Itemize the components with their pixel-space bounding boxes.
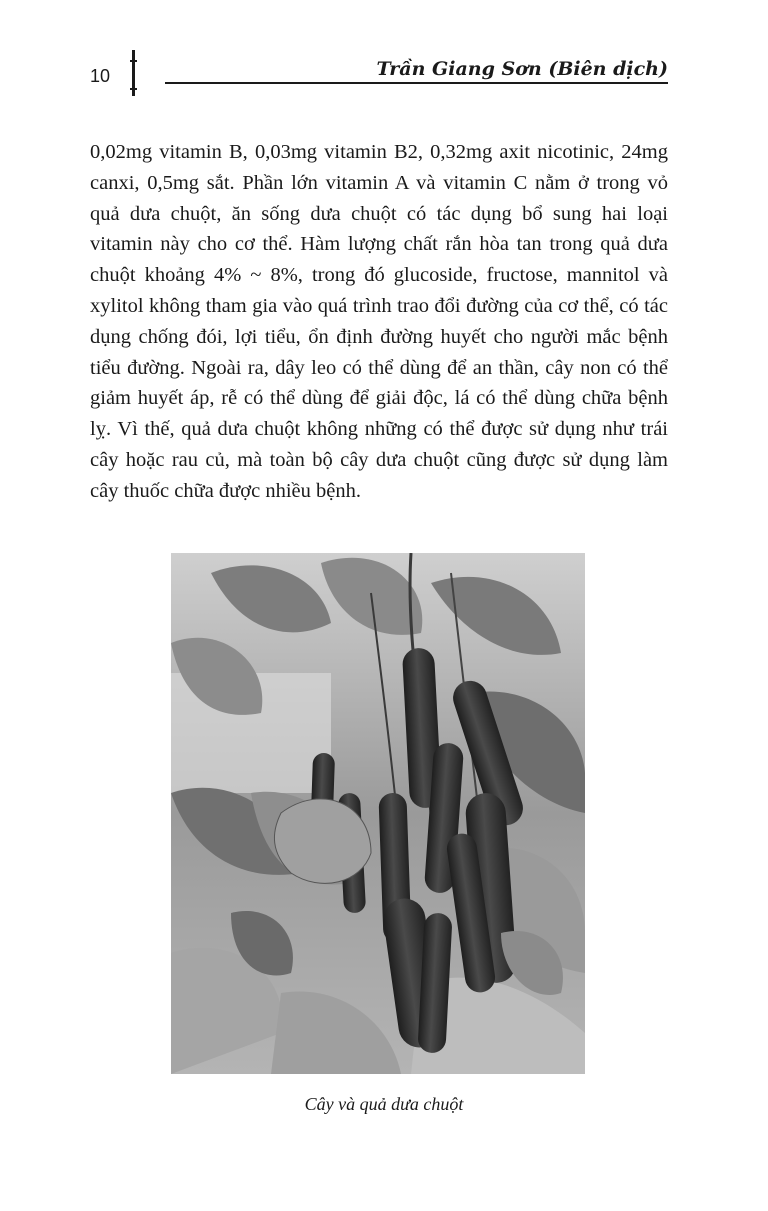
page-number: 10 bbox=[90, 66, 111, 86]
cucumber-plant-illustration bbox=[171, 553, 585, 1074]
body-text bbox=[90, 137, 668, 507]
cucumber-photo bbox=[171, 553, 585, 1074]
body-paragraph: 0,02mg vitamin B, 0,03mg vitamin B2, 0,32mg axit nicotinic, 24mg canxi, 0,5mg sắt. Phần lớn vitamin A và vitamin C nằm ở trong vỏ quả dưa chuột, ăn sống dưa chuột có tác dụng bổ sung hai loại vitamin này cho cơ thể. Hàm lượng chất rắn hòa tan trong quả dưa chuột khoảng 4% ~ 8%, trong đó glucoside, fructose, mannitol và xylitol không tham gia vào quá trình trao đổi đường của cơ thể, có tác dụng chống đói, lợi tiểu, ổn định đường huyết cho người mắc bệnh tiểu đường. Ngoài ra, dây leo có thể dùng để an thần, cây non có thể giảm huyết áp, rễ có thể dùng để giải độc, lá có thể dùng chữa bệnh lỵ. Vì thế, quả dưa chuột không những có thể được sử dụng như trái cây hoặc rau củ, mà toàn bộ cây dưa chuột cũng được sử dụng làm cây thuốc chữa được nhiều bệnh. bbox=[90, 141, 668, 502]
running-title: Trần Giang Sơn (Biên dịch) bbox=[376, 58, 668, 80]
figure-caption: Cây và quả dưa chuột bbox=[304, 1094, 464, 1114]
header-rule bbox=[165, 82, 668, 84]
header-divider-vertical bbox=[132, 50, 135, 96]
